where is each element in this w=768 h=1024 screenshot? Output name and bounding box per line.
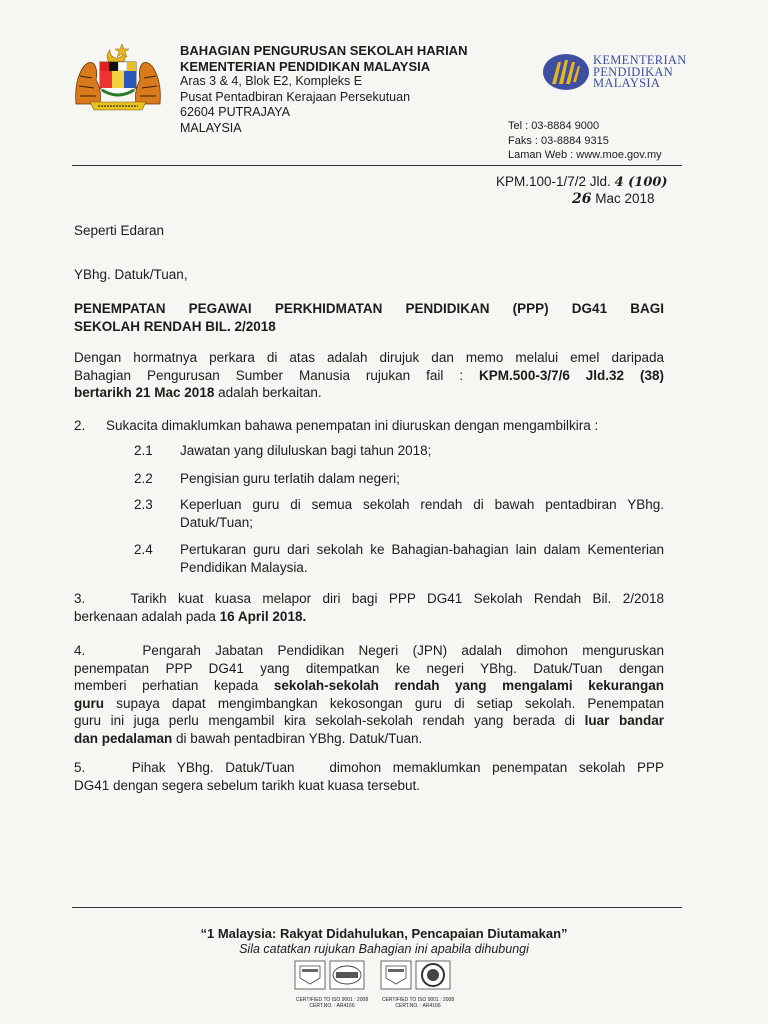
list-item [0, 541, 768, 581]
salutation: YBhg. Datuk/Tuan, [74, 267, 188, 282]
text-bold: luar bandar [584, 713, 664, 728]
text-plain: guru ini juga perlu mengambil kira sekolah-sekolah rendah yang berada di [74, 713, 576, 728]
list-item [0, 442, 768, 462]
certification-text: CERTIFIED TO ISO 9001 : 2008 [295, 997, 369, 1003]
website: Laman Web : www.moe.gov.my [508, 149, 662, 161]
paragraph-text: Sukacita dimaklumkan bahawa penempatan ini diuruskan dengan mengambilkira : [106, 418, 599, 433]
file-reference: KPM.500-3/7/6 Jld.32 (38) [479, 367, 665, 383]
org-name-line1: BAHAGIAN PENGURUSAN SEKOLAH HARIAN [180, 43, 468, 58]
paragraph-line [74, 695, 664, 713]
motto: “1 Malaysia: Rakyat Didahulukan, Pencapaian Diutamakan” [200, 926, 568, 941]
reference-prefix: KPM.100-1/7/2 Jld. [496, 174, 611, 189]
paragraph-line: penempatan PPP DG41 yang ditempatkan ke negeri YBhg. Datuk/Tuan dengan [74, 660, 664, 676]
paragraph-line [74, 730, 664, 748]
list-item-text: Pengisian guru terlatih dalam negeri; [180, 471, 400, 486]
list-item-text: Jawatan yang diluluskan bagi tahun 2018; [180, 443, 432, 458]
moe-logo-text: KEMENTERIAN [593, 53, 687, 67]
paragraph-line [74, 608, 664, 626]
footer-divider [72, 907, 682, 908]
reference-handwritten: 4 (100) [614, 175, 668, 190]
address-line: Aras 3 & 4, Blok E2, Kompleks E [180, 74, 363, 88]
date-month-year: Mac 2018 [595, 191, 655, 206]
address-line: MALAYSIA [180, 120, 242, 135]
list-item-text: Pertukaran guru dari sekolah ke Bahagian-bahagian lain dalam Kementerian Pendidikan Malaysia. [180, 542, 664, 575]
moe-logo-text: PENDIDIKAN [593, 64, 674, 79]
certification-text: CERTIFIED TO ISO 9001 : 2008 [381, 997, 455, 1003]
text-plain: supaya dapat mengimbangkan kekosongan guru di setiap sekolah. Penempatan [116, 695, 664, 711]
paragraph-1 [74, 349, 664, 402]
date-handwritten: 26 [572, 191, 592, 207]
moe-logo-text: MALAYSIA [593, 76, 661, 90]
paragraph-line: 4. Pengarah Jabatan Pendidikan Negeri (JPN) adalah dimohon menguruskan [74, 643, 664, 658]
header-divider [72, 165, 682, 166]
list-item-number: 2.2 [134, 471, 153, 486]
list-item-number: 2.3 [134, 497, 153, 512]
org-name-line2: KEMENTERIAN PENDIDIKAN MALAYSIA [180, 58, 431, 74]
text-plain: memberi perhatian kepada [74, 678, 259, 693]
fax: Faks : 03-8884 9315 [508, 134, 609, 147]
list-item-number: 2.4 [134, 542, 153, 557]
certification-number: CERT.NO. : AR4166 [309, 1003, 355, 1009]
letter-date [572, 190, 655, 209]
reference-number [496, 173, 668, 192]
paragraph-line: DG41 dengan segera sebelum tarikh kuat kuasa tersebut. [74, 777, 420, 793]
moe-logo [542, 52, 692, 92]
subject-line: PENEMPATAN PEGAWAI PERKHIDMATAN PENDIDIKAN (PPP) DG41 BAGI [74, 301, 664, 316]
address-line: 62604 PUTRAJAYA [180, 105, 291, 119]
paragraph-line [74, 367, 664, 385]
text-bold: sekolah-sekolah rendah yang mengalami kekurangan [273, 678, 664, 693]
paragraph-number: 2. [74, 418, 86, 433]
list-item [0, 470, 768, 490]
text-plain: berkenaan adalah pada [74, 608, 216, 624]
text-bold: guru [74, 695, 104, 711]
paragraph-5 [74, 759, 664, 794]
list-item [0, 496, 768, 536]
text-plain: adalah berkaitan. [218, 385, 322, 400]
address-line: Pusat Pentadbiran Kerajaan Persekutuan [180, 89, 411, 104]
coat-of-arms-logo [72, 40, 164, 112]
text-bold: dan pedalaman [74, 730, 173, 746]
text-plain: Bahagian Pengurusan Sumber Manusia rujukan fail : [74, 367, 464, 383]
subject-line: SEKOLAH RENDAH BIL. 2/2018 [74, 318, 276, 334]
telephone: Tel : 03-8884 9000 [508, 120, 600, 132]
paragraph-line [74, 712, 664, 730]
paragraph-line: 3. Tarikh kuat kuasa melapor diri bagi PPP DG41 Sekolah Rendah Bil. 2/2018 [74, 591, 664, 606]
recipient: Seperti Edaran [74, 223, 165, 238]
paragraph-3 [74, 590, 664, 625]
iso-certification-badge [378, 960, 458, 1020]
paragraph-4 [74, 642, 664, 747]
paragraph-line [74, 677, 664, 695]
paragraph-line: 5. Pihak YBhg. Datuk/Tuan dimohon memaklumkan penempatan sekolah PPP [74, 760, 664, 775]
text-plain: di bawah pentadbiran YBhg. Datuk/Tuan. [176, 730, 423, 746]
list-item-text: Keperluan guru di semua sekolah rendah di bawah pentadbiran YBhg. Datuk/Tuan; [180, 497, 664, 530]
iso-certification-badge [292, 960, 372, 1020]
certification-number: CERT.NO. : AR4166 [395, 1003, 441, 1009]
effective-date: 16 April 2018. [219, 608, 307, 624]
subject [74, 300, 664, 335]
paragraph-2 [74, 417, 674, 435]
paragraph-line [74, 384, 664, 402]
paragraph-line: Dengan hormatnya perkara di atas adalah dirujuk dan memo melalui emel daripada [74, 350, 664, 365]
footer-note: Sila catatkan rujukan Bahagian ini apabila dihubungi [239, 942, 529, 956]
reference-date: bertarikh 21 Mac 2018 [74, 385, 215, 400]
list-item-number: 2.1 [134, 443, 153, 458]
